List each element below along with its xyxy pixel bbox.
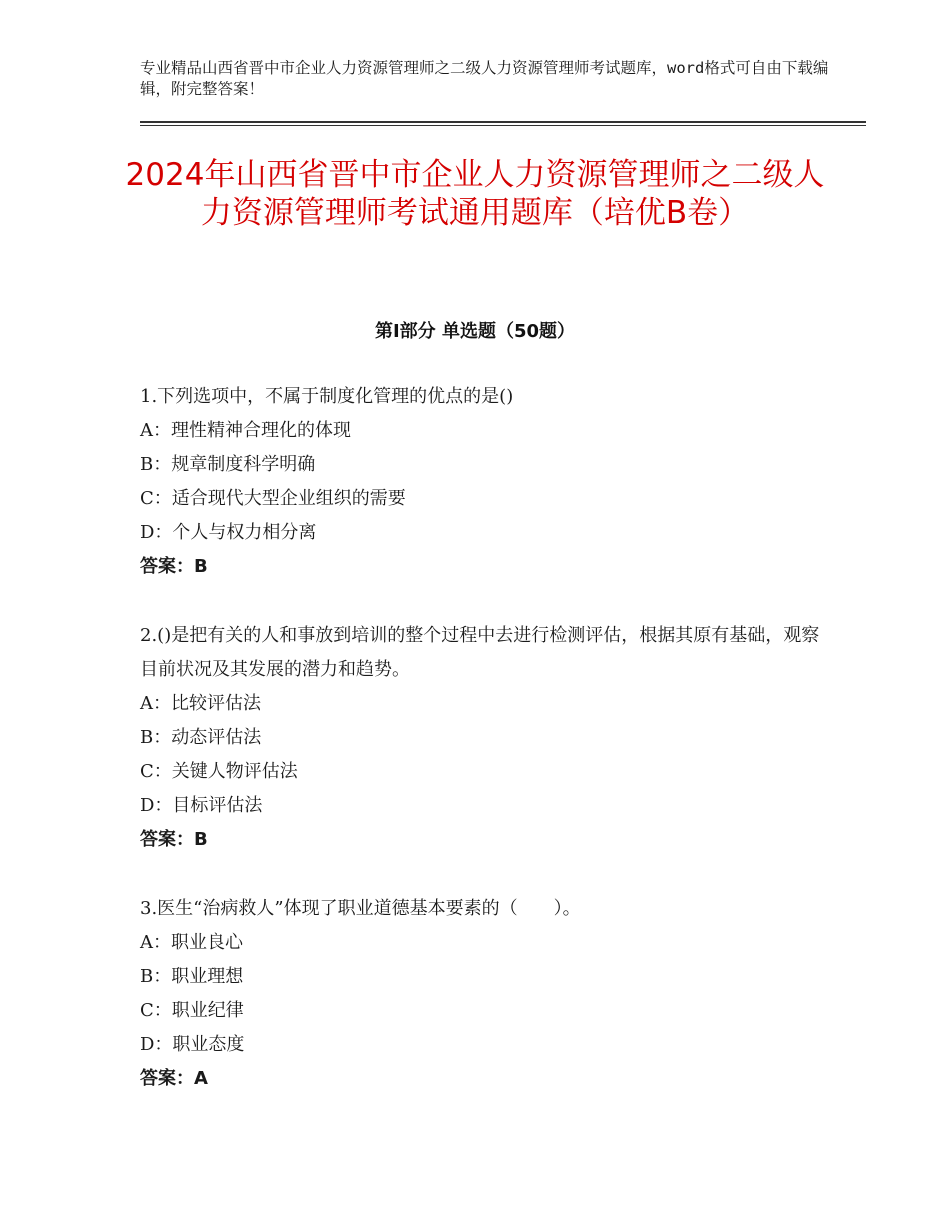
option-c: C：职业纪律 <box>140 1000 244 1021</box>
section-heading: 第Ⅰ部分 单选题（50题） <box>374 321 575 342</box>
option-d: D：职业态度 <box>140 1034 245 1055</box>
answer: 答案：A <box>140 1068 208 1089</box>
option-d: D：目标评估法 <box>140 795 263 816</box>
question-3 <box>140 892 830 1096</box>
option-c: C：适合现代大型企业组织的需要 <box>140 488 406 509</box>
question-stem: 3.医生“治病救人”体现了职业道德基本要素的（ ）。 <box>140 898 581 919</box>
question-1 <box>140 380 830 584</box>
question-stem: 1.下列选项中，不属于制度化管理的优点的是() <box>140 386 514 407</box>
header-note: 专业精品山西省晋中市企业人力资源管理师之二级人力资源管理师考试题库，word格式可自由下载编辑，附完整答案！ <box>140 59 829 98</box>
option-b: B：规章制度科学明确 <box>140 454 316 475</box>
option-b: B：职业理想 <box>140 966 244 987</box>
header-rule-thick <box>140 121 866 123</box>
document-title: 2024年山西省晋中市企业人力资源管理师之二级人力资源管理师考试通用题库（培优B卷） <box>125 157 825 231</box>
option-a: A：理性精神合理化的体现 <box>140 420 351 441</box>
question-list <box>140 380 830 1096</box>
option-a: A：比较评估法 <box>140 693 261 714</box>
option-d: D：个人与权力相分离 <box>140 522 317 543</box>
answer: 答案：B <box>140 829 208 850</box>
question-stem: 2.()是把有关的人和事放到培训的整个过程中去进行检测评估，根据其原有基础，观察目前状况及其发展的潜力和趋势。 <box>140 625 820 680</box>
option-c: C：关键人物评估法 <box>140 761 298 782</box>
option-b: B：动态评估法 <box>140 727 262 748</box>
question-2 <box>140 619 830 857</box>
answer: 答案：B <box>140 556 208 577</box>
header-rule-thin <box>140 125 866 126</box>
option-a: A：职业良心 <box>140 932 243 953</box>
